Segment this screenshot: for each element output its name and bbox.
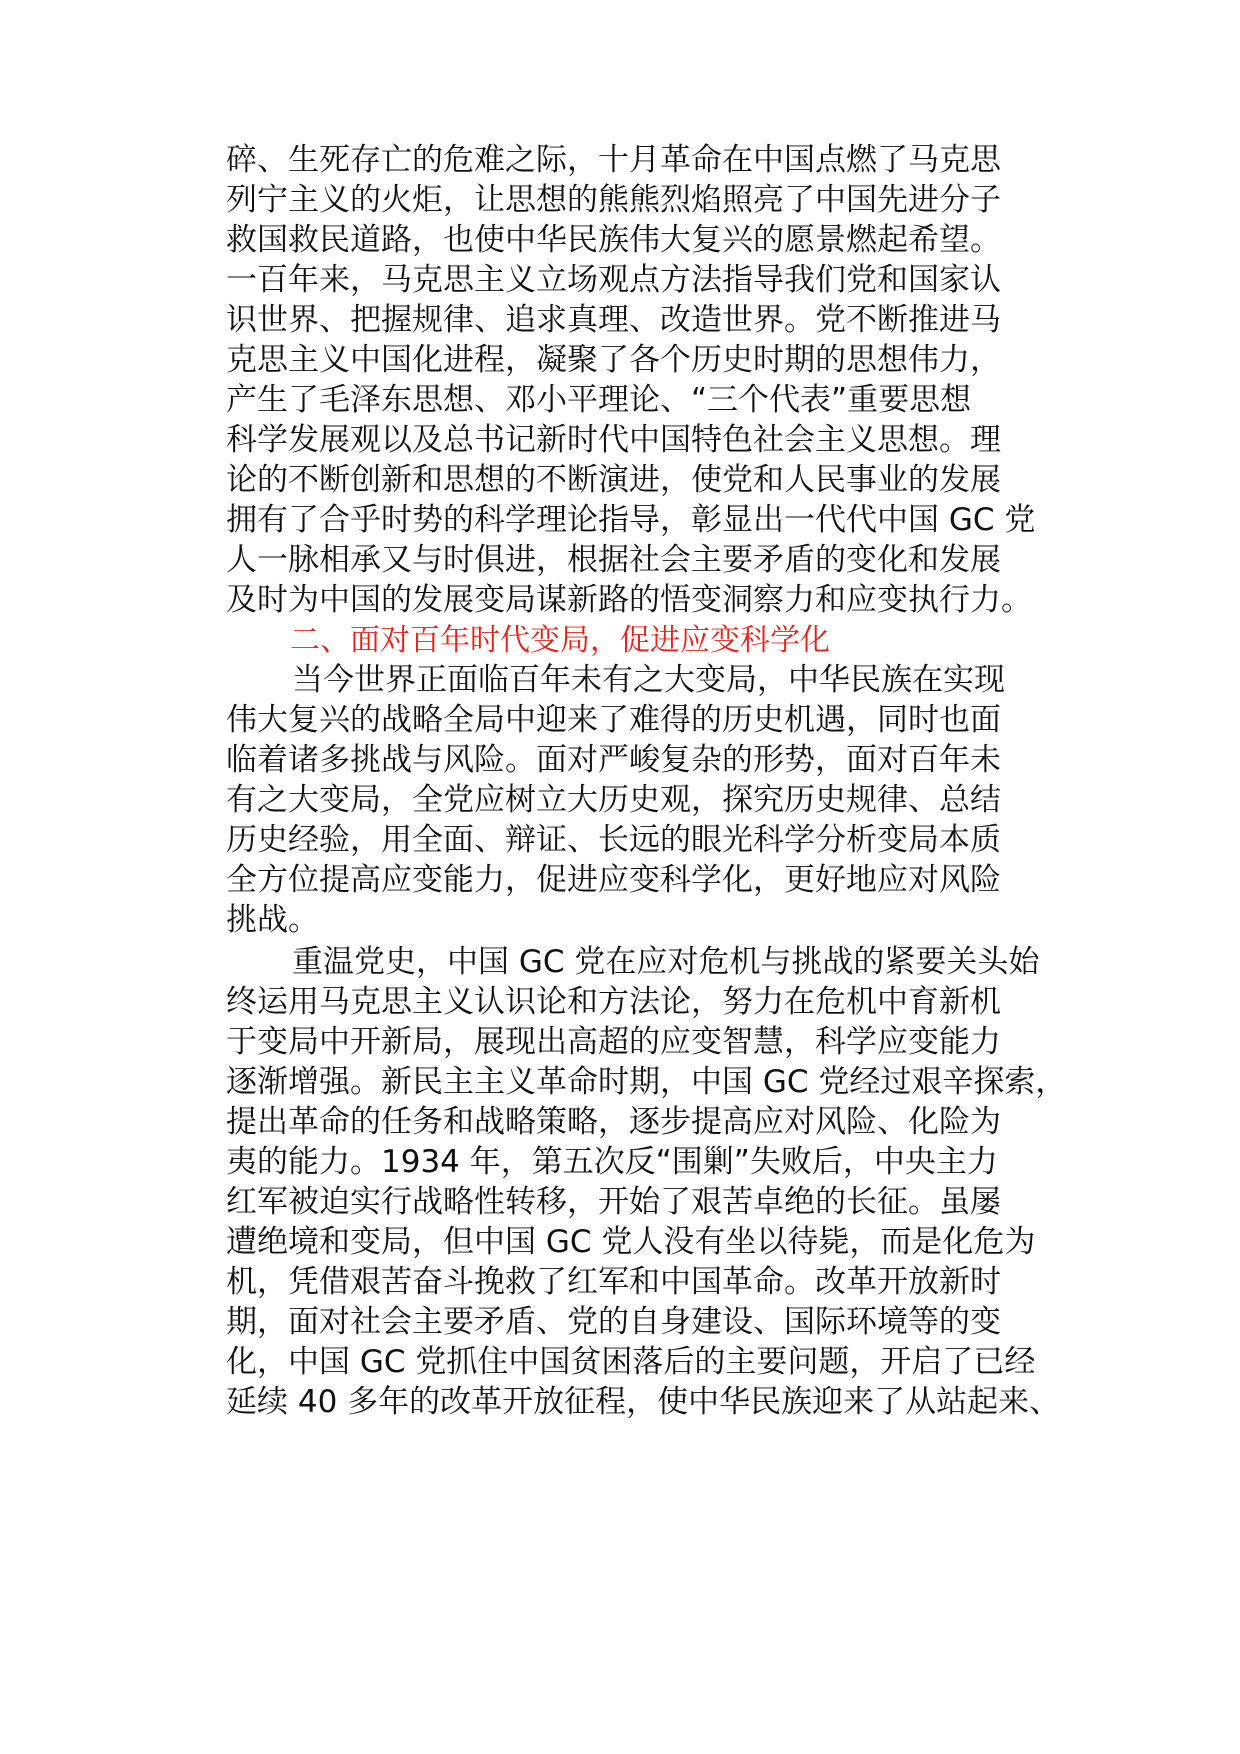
body-text-line: 列宁主义的火炬，让思想的熊熊烈焰照亮了中国先进分子 [226,182,1001,218]
body-text-line: 夷的能力。1934 年，第五次反“围剿”失败后，中央主力 [226,1144,998,1180]
body-text-line: 及时为中国的发展变局谋新路的悟变洞察力和应变执行力。 [226,582,1032,618]
body-text-line: 重温党史，中国 GC 党在应对危机与挑战的紧要关头始 [292,944,1040,980]
body-text-line: 延续 40 多年的改革开放征程，使中华民族迎来了从站起来、 [226,1384,1061,1420]
body-text-line: 克思主义中国化进程，凝聚了各个历史时期的思想伟力， [226,342,1001,378]
body-text-line: 论的不断创新和思想的不断演进，使党和人民事业的发展 [226,462,1001,498]
body-text-line: 期，面对社会主要矛盾、党的自身建设、国际环境等的变 [226,1304,1001,1340]
body-text-line: 逐渐增强。新民主主义革命时期，中国 GC 党经过艰辛探索， [226,1064,1067,1100]
body-text-line: 挑战。 [226,902,319,938]
body-text-line: 全方位提高应变能力，促进应变科学化，更好地应对风险 [226,862,1001,898]
body-text-line: 科学发展观以及总书记新时代中国特色社会主义思想。理 [226,422,1001,458]
body-text-line: 临着诸多挑战与风险。面对严峻复杂的形势，面对百年未 [226,742,1001,778]
body-text-line: 于变局中开新局，展现出高超的应变智慧，科学应变能力 [226,1024,1001,1060]
body-text-line: 人一脉相承又与时俱进，根据社会主要矛盾的变化和发展 [226,542,1001,578]
body-text-line: 终运用马克思主义认识论和方法论，努力在危机中育新机 [226,984,1001,1020]
body-text-line: 有之大变局，全党应树立大历史观，探究历史规律、总结 [226,782,1001,818]
body-text-line: 产生了毛泽东思想、邓小平理论、“三个代表”重要思想 [226,382,972,418]
section-heading: 二、面对百年时代变局，促进应变科学化 [290,623,830,658]
body-text-line: 遭绝境和变局，但中国 GC 党人没有坐以待毙，而是化危为 [226,1224,1036,1260]
body-text-line: 一百年来，马克思主义立场观点方法指导我们党和国家认 [226,262,1001,298]
body-text-line: 机，凭借艰苦奋斗挽救了红军和中国革命。改革开放新时 [226,1264,1001,1300]
body-text-line: 拥有了合乎时势的科学理论指导，彰显出一代代中国 GC 党 [226,502,1036,538]
body-text-line: 伟大复兴的战略全局中迎来了难得的历史机遇，同时也面 [226,702,1001,738]
body-text-line: 化，中国 GC 党抓住中国贫困落后的主要问题，开启了已经 [226,1344,1036,1380]
body-text-line: 历史经验，用全面、辩证、长远的眼光科学分析变局本质 [226,822,1001,858]
body-text-line: 识世界、把握规律、追求真理、改造世界。党不断推进马 [226,302,1001,338]
body-text-line: 红军被迫实行战略性转移，开始了艰苦卓绝的长征。虽屡 [226,1184,1001,1220]
body-text-line: 提出革命的任务和战略策略，逐步提高应对风险、化险为 [226,1104,1001,1140]
body-text-line: 当今世界正面临百年未有之大变局，中华民族在实现 [292,662,1005,698]
body-text-line: 碎、生死存亡的危难之际，十月革命在中国点燃了马克思 [226,142,1001,178]
body-text-line: 救国救民道路，也使中华民族伟大复兴的愿景燃起希望。 [226,222,1001,258]
